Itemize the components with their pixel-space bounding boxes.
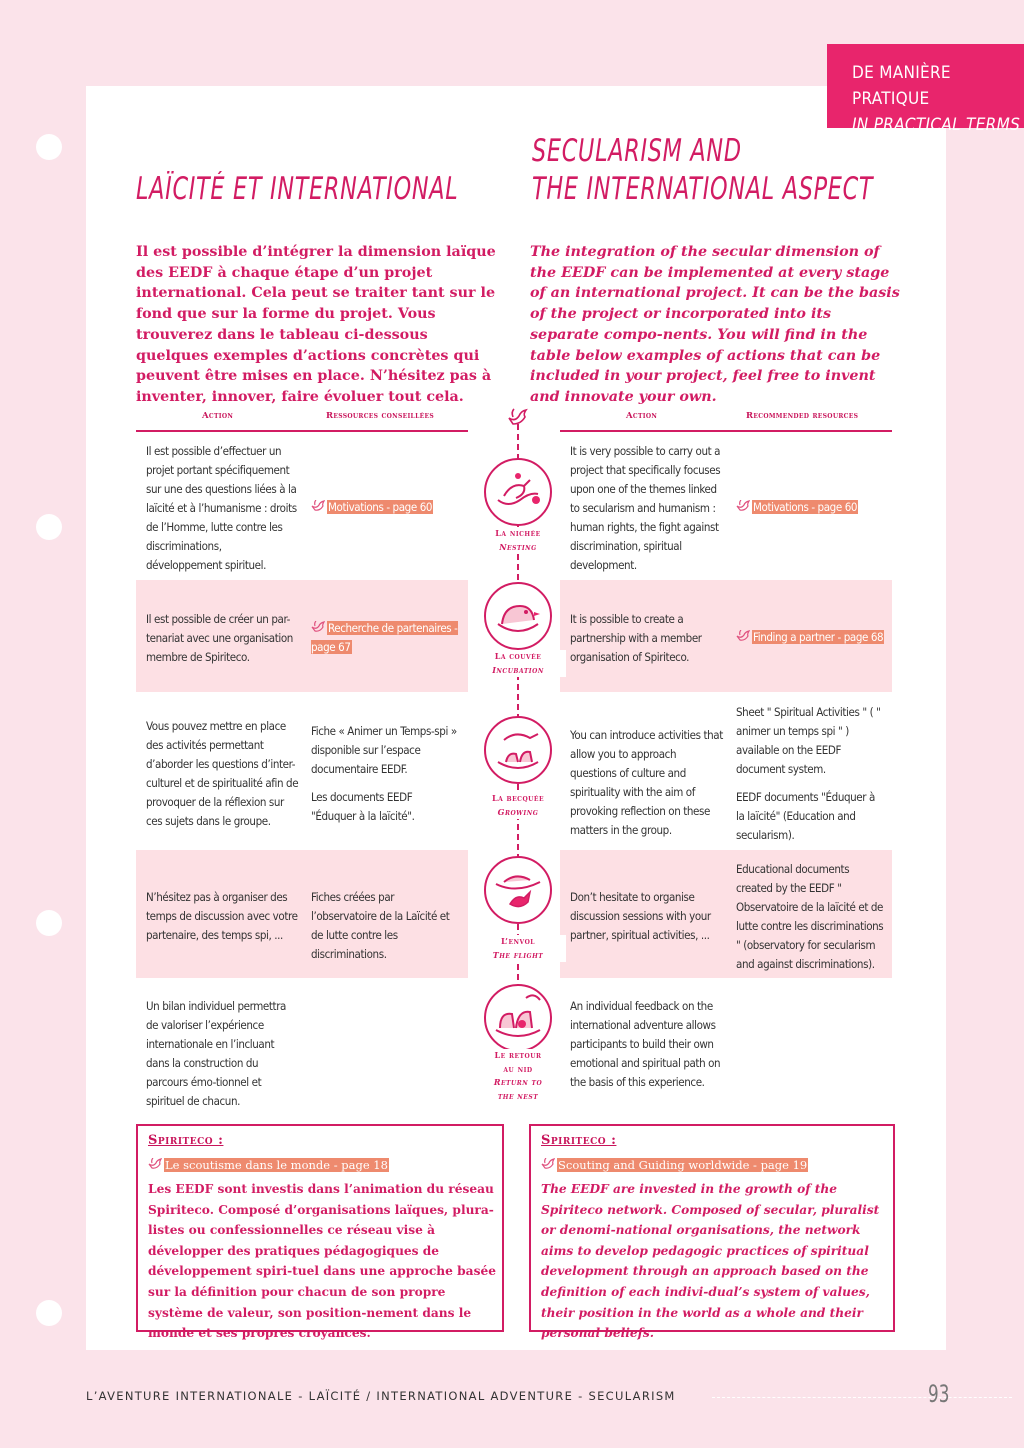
en-link-motivations[interactable]: Motivations - page 60 bbox=[753, 500, 858, 514]
dove-icon bbox=[507, 408, 529, 428]
dove-icon bbox=[736, 630, 750, 642]
stage-en-1: Return to bbox=[493, 1077, 543, 1087]
binder-hole bbox=[36, 514, 62, 540]
stage-label-nesting bbox=[470, 527, 566, 554]
row3-en-res-1: Sheet " Spiritual Activities " ( " animer un temps spi " ) available on the EEDF document system. bbox=[736, 705, 881, 776]
box-title: Spiriteco : bbox=[541, 1133, 617, 1148]
dove-icon bbox=[311, 621, 325, 633]
row2-en-resource bbox=[736, 628, 886, 647]
box-link-row bbox=[148, 1154, 389, 1175]
row4-fr-action: N’hésitez pas à organiser des temps de discussion avec votre partenaire, des temps spi, ... bbox=[146, 890, 298, 942]
box-title: Spiriteco : bbox=[148, 1133, 224, 1148]
row4-fr-res-1: Fiches créées par l’observatoire de la Laïcité et de lutte contre les discriminations. bbox=[311, 890, 450, 961]
row2-fr-action: Il est possible de créer un par-tenariat avec une organisation membre de Spiriteco. bbox=[146, 612, 293, 664]
stage-label-incubation bbox=[470, 650, 566, 677]
growing-icon bbox=[484, 716, 552, 784]
intro-fr: Il est possible d’intégrer la dimension laïque des EEDF à chaque étape d’un projet international. Cela peut se traiter tant sur le fond que sur la forme du projet. Vous trouverez dans le tableau ci-dessous quelques exemples d’actions concrètes qui peuvent être mises en place. N’hésitez pas à inventer, innover, faire évoluer tout cela. bbox=[136, 244, 496, 405]
row1-en-resource bbox=[736, 498, 886, 517]
stage-fr: L’envol bbox=[500, 936, 536, 946]
binder-hole bbox=[36, 134, 62, 160]
title-fr: LAÏCITÉ ET INTERNATIONAL bbox=[136, 171, 459, 207]
dove-icon bbox=[311, 500, 325, 512]
binder-hole bbox=[36, 1300, 62, 1326]
spiriteco-box-en bbox=[529, 1124, 895, 1341]
row3-fr-action: Vous pouvez mettre en place des activités permettant d’aborder les questions d’inter-culturel et de spiritualité afin de provoquer de la réflexion sur ces sujets dans le groupe. bbox=[146, 719, 299, 828]
stage-fr-1: Le retour bbox=[494, 1050, 542, 1060]
stage-fr-2: au nid bbox=[503, 1063, 533, 1074]
stage-label-growing bbox=[470, 792, 566, 819]
stage-en: Growing bbox=[497, 806, 539, 817]
row3-fr-res-2: Les documents EEDF "Éduquer à la laïcité". bbox=[311, 790, 415, 823]
stage-fr: La couvée bbox=[494, 651, 542, 661]
box-text-en: The EEDF are invested in the growth of the Spiriteco network. Composed of secular, pluralist or denomi-national organisations, the network aims to develop pedagogic practices of spiritual development through an approach based on the definition of each indivi-dual’s system of values, their position in the world as a whole and their personal beliefs. bbox=[541, 1182, 880, 1341]
binder-hole bbox=[36, 910, 62, 936]
dove-icon bbox=[541, 1158, 555, 1170]
row2-en-action: It is possible to create a partnership with a member organisation of Spiriteco. bbox=[570, 612, 702, 664]
row3-en-res-2: EEDF documents "Éduquer à la laïcité" (Education and secularism). bbox=[736, 790, 875, 842]
page-number: 93 bbox=[928, 1380, 950, 1408]
flight-icon bbox=[484, 856, 552, 924]
return-to-nest-icon bbox=[484, 984, 552, 1052]
row1-fr-action: Il est possible d’effectuer un projet portant spécifiquement sur une des questions liées à la laïcité et à l’humanisme : droits de l’Homme, lutte contre les discriminations, développement spirituel. bbox=[146, 444, 297, 572]
row2-fr-resource bbox=[311, 619, 461, 657]
box-link-en[interactable]: Scouting and Guiding worldwide - page 19 bbox=[558, 1158, 808, 1172]
row1-en-action: It is very possible to carry out a project that specifically focuses upon one of the themes linked to secularism and humanism : human rights, the fight against discrimination, spiritual development. bbox=[570, 444, 721, 572]
box-text-fr: Les EEDF sont investis dans l’animation du réseau Spiriteco. Composé d’organisations laïques, plura-listes ou confessionnelles ce réseau vise à développer des pratiques pédagogiques de développement spiri-tuel dans une approche basée sur la définition pour chacun de son propre système de valeur, son position-nement dans le monde et ses propres croyances. bbox=[148, 1182, 496, 1341]
title-en-line1: SECULARISM AND bbox=[532, 133, 742, 169]
row3-en-action: You can introduce activities that allow you to approach questions of culture and spirituality with the aim of provoking reflection on these matters in the group. bbox=[570, 728, 723, 837]
header-rule-fr bbox=[136, 430, 468, 432]
spiriteco-box-fr bbox=[136, 1124, 504, 1341]
incubation-icon bbox=[484, 582, 552, 650]
nesting-icon bbox=[484, 458, 552, 526]
footer-text: L’AVENTURE INTERNATIONALE - LAÏCITÉ / INTERNATIONAL ADVENTURE - SECULARISM bbox=[86, 1389, 676, 1403]
stage-fr: La becquée bbox=[491, 793, 545, 803]
header-en-action: Action bbox=[626, 411, 658, 421]
corner-tag bbox=[827, 44, 1024, 135]
corner-tag-en: IN PRACTICAL TERMS bbox=[852, 115, 1021, 135]
stage-label-return bbox=[470, 1049, 566, 1103]
row1-fr-resource bbox=[311, 498, 461, 517]
stage-en-2: the nest bbox=[497, 1090, 539, 1101]
row4-en-res-1: Educational documents created by the EEDF " Observatoire de la laïcité et de lutte contre les discriminations " (observatory for secularism and against discriminations). bbox=[736, 862, 884, 971]
en-link-partner[interactable]: Finding a partner - page 68 bbox=[753, 630, 884, 644]
header-en-resources: Recommended resources bbox=[746, 411, 859, 421]
stage-label-flight bbox=[470, 935, 566, 962]
corner-tag-fr: DE MANIÈRE PRATIQUE bbox=[852, 63, 951, 109]
dove-icon bbox=[736, 500, 750, 512]
row3-fr-res-1: Fiche « Animer un Temps-spi » disponible sur l’espace documentaire EEDF. bbox=[311, 724, 457, 776]
fr-link-partners[interactable]: Recherche de partenaires - page 67 bbox=[311, 621, 458, 654]
box-link-row bbox=[541, 1154, 808, 1175]
box-link-fr[interactable]: Le scoutisme dans le monde - page 18 bbox=[165, 1158, 388, 1172]
stage-en: Incubation bbox=[492, 664, 544, 675]
stage-en: Nesting bbox=[499, 541, 537, 552]
stage-en: The flight bbox=[492, 949, 544, 960]
row4-en-action: Don’t hesitate to organise discussion sessions with your partner, spiritual activities, ... bbox=[570, 890, 711, 942]
header-fr-resources: Ressources conseillées bbox=[326, 411, 434, 421]
header-fr-action: Action bbox=[202, 411, 234, 421]
row5-fr-action: Un bilan individuel permettra de valoriser l’expérience internationale en l’incluant dans la construction du parcours émo-tionnel et spirituel de chacun. bbox=[146, 999, 286, 1108]
row5-en-action: An individual feedback on the international adventure allows participants to build their own emotional and spiritual path on the basis of this experience. bbox=[570, 999, 721, 1089]
stage-fr: La nichée bbox=[495, 528, 541, 538]
dove-icon bbox=[148, 1158, 162, 1170]
fr-link-motivations[interactable]: Motivations - page 60 bbox=[328, 500, 433, 514]
header-rule-en bbox=[560, 430, 892, 432]
intro-en: The integration of the secular dimension of the EEDF can be implemented at every stage of an international project. It can be the basis of the project or incorporated into its separate compo-nents. You will find in the table below examples of actions that can be included in your project, feel free to invent and innovate your own. bbox=[530, 244, 900, 405]
title-en-line2: THE INTERNATIONAL ASPECT bbox=[532, 171, 874, 207]
footer-dash bbox=[712, 1397, 1012, 1398]
